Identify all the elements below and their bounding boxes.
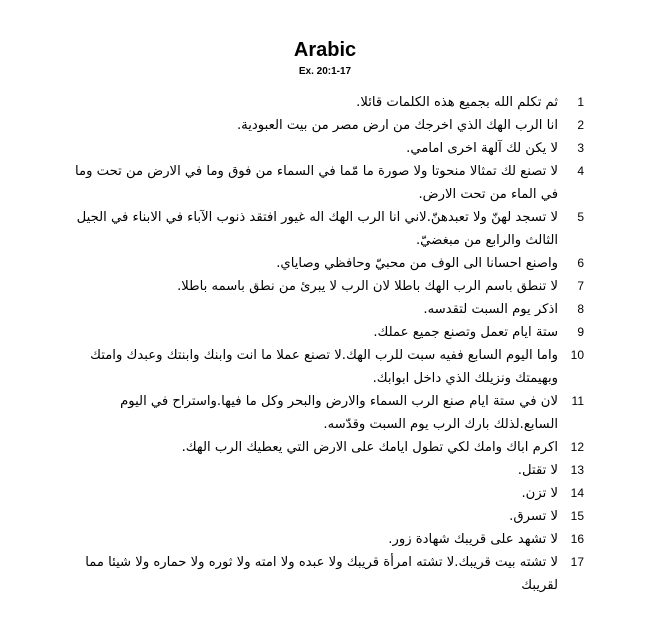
verse-15: [56, 505, 584, 528]
verse-10: [56, 344, 584, 390]
verse-text: لا تقتل.: [517, 463, 558, 478]
verse-text: لا تنطق باسم الرب الهك باطلا لان الرب لا يبرئ من نطق باسمه باطلا.: [177, 279, 558, 294]
verse-1: [56, 91, 584, 114]
verse-number: 7: [577, 279, 584, 293]
verse-text: انا الرب الهك الذي اخرجك من ارض مصر من بيت العبودية.: [236, 118, 558, 133]
verse-number: 11: [571, 394, 584, 408]
verse-text: لا تشهد على قريبك شهادة زور.: [388, 532, 558, 547]
verse-6: [56, 252, 584, 275]
verse-number: 8: [577, 302, 584, 316]
verse-number: 10: [570, 348, 584, 362]
verse-5: [56, 206, 584, 252]
verse-11: [56, 390, 584, 436]
verse-number: 3: [577, 141, 584, 155]
verse-number: 4: [577, 164, 584, 178]
verse-text: لا يكن لك آلهة اخرى امامي.: [406, 141, 558, 156]
verse-12: [56, 436, 584, 459]
verse-number: 13: [570, 463, 584, 477]
verse-text: لا تصنع لك تمثالا منحوتا ولا صورة ما مّما في السماء من فوق وما في الارض من تحت وما في الماء من تحت الارض.: [74, 164, 558, 202]
verse-number: 16: [570, 532, 584, 546]
verse-4: [56, 160, 584, 206]
verse-text: واصنع احسانا الى الوف من محبيّ وحافظي وصاياي.: [276, 256, 558, 271]
verse-number: 12: [570, 440, 584, 454]
verse-text: لا تزن.: [521, 486, 558, 501]
verse-text: ستة ايام تعمل وتصنع جميع عملك.: [373, 325, 558, 340]
verse-number: 5: [577, 210, 584, 224]
verse-13: [56, 459, 584, 482]
verse-text: لا تسرق.: [509, 509, 558, 524]
verse-16: [56, 528, 584, 551]
verse-number: 9: [577, 325, 584, 339]
verse-number: 6: [577, 256, 584, 270]
verse-17: [56, 551, 584, 597]
verse-number: 15: [570, 509, 584, 523]
verse-number: 14: [570, 486, 584, 500]
verse-text: لا تسجد لهنّ ولا تعبدهنّ.لاني انا الرب الهك اله غيور افتقد ذنوب الآباء في الابناء في الجيل الثالث والرابع من مبغضيّ.: [76, 210, 558, 248]
verse-text: ثم تكلم الله بجميع هذه الكلمات قائلا.: [356, 95, 558, 110]
verse-14: [56, 482, 584, 505]
page-title: Arabic: [293, 39, 357, 61]
verse-text: لا تشته بيت قريبك.لا تشته امرأة قريبك ولا عبده ولا امته ولا ثوره ولا حماره ولا شيئا مما لقريبك: [85, 555, 558, 593]
verse-number: 1: [577, 95, 584, 109]
verse-text: لان في ستة ايام صنع الرب السماء والارض والبحر وكل ما فيها.واستراح في اليوم السابع.لذلك بارك الرب يوم السبت وقدّسه.: [120, 394, 558, 432]
verse-8: [56, 298, 584, 321]
verse-text: اذكر يوم السبت لتقدسه.: [423, 302, 558, 317]
verse-number: 2: [577, 118, 584, 132]
verse-3: [56, 137, 584, 160]
verse-number: 17: [570, 555, 584, 569]
page-subtitle: Ex. 20:1-17: [298, 66, 352, 77]
verse-2: [56, 114, 584, 137]
verse-text: اكرم اباك وامك لكي تطول ايامك على الارض التي يعطيك الرب الهك.: [181, 440, 558, 455]
verse-9: [56, 321, 584, 344]
verse-7: [56, 275, 584, 298]
verse-text: واما اليوم السابع ففيه سبت للرب الهك.لا تصنع عملا ما انت وابنك وابنتك وعبدك وامتك وبهيمتك ونزيلك الذي داخل ابوابك.: [90, 348, 558, 386]
verse-list: [56, 91, 584, 597]
